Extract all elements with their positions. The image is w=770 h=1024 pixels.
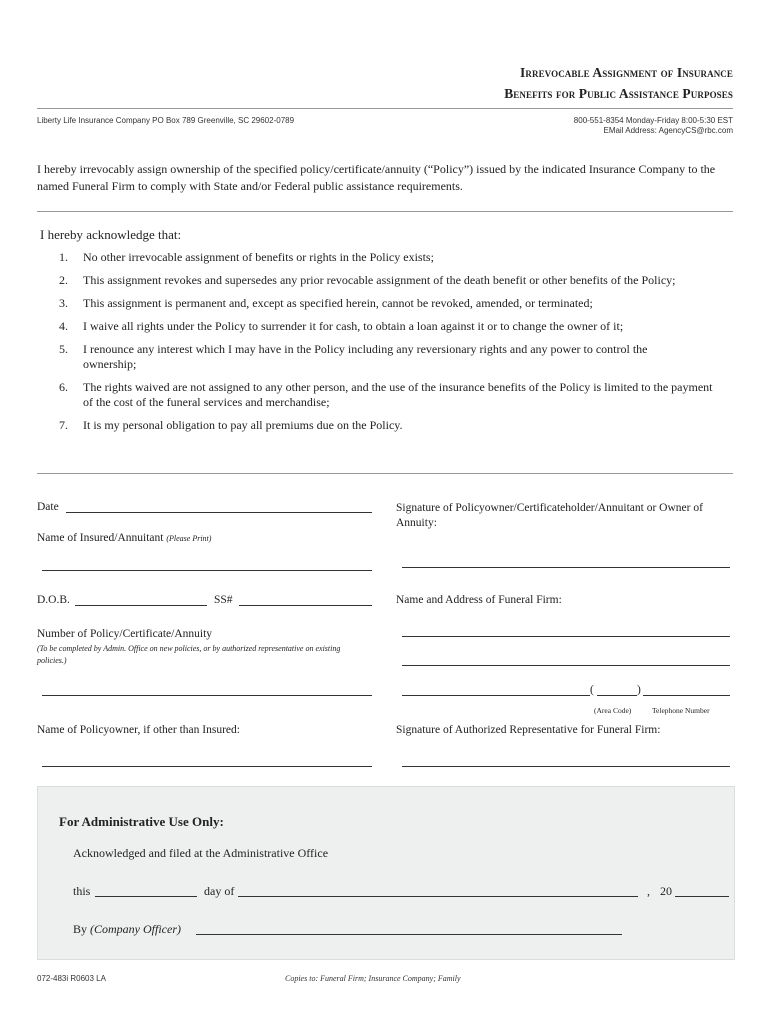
admin-section [37,786,735,960]
by-label: By (Company Officer) [73,922,181,936]
area-code-open-paren: ( [590,684,594,696]
print-hint: (Please Print) [166,534,212,543]
rep-signature-label: Signature of Authorized Representative for Funeral Firm: [396,724,661,736]
policy-number-input[interactable] [42,695,372,696]
assignment-statement: I hereby irrevocably assign ownership of the specified policy/certificate/annuity (“Policy”) issued by the indicated Insurance Company to the named Funeral Firm to comply with State and/or Federal public assistance requirements. [37,162,716,193]
funeral-firm-address-2-input[interactable] [402,695,590,696]
dob-input[interactable] [75,605,207,606]
this-label: this [73,884,91,898]
area-code-close-paren: ) [637,684,641,696]
policyowner-label: Name of Policyowner, if other than Insured: [37,724,240,736]
title-line-1: Irrevocable Assignment of Insurance [520,65,733,80]
funeral-firm-address-input[interactable] [402,665,730,666]
date-input[interactable] [66,512,372,513]
list-item: 1. No other irrevocable assignment of benefits or rights in the Policy exists; [59,250,434,264]
list-item: 6. The rights waived are not assigned to any other person, and the use of the insurance benefits of the Policy is limited to the payment of the cost of the funeral services and merchandise; [59,380,713,409]
list-item: 4. I waive all rights under the Policy to surrender it for cash, to obtain a loan against it or to change the owner of it; [59,319,624,333]
email-address: EMail Address: AgencyCS@rbc.com [603,126,733,135]
ss-input[interactable] [239,605,372,606]
policy-number-label: Number of Policy/Certificate/Annuity [37,628,213,640]
owner-signature-input[interactable] [402,567,730,568]
year-prefix: 20 [660,884,672,898]
telephone-input[interactable] [643,695,730,696]
dob-label: D.O.B. [37,594,70,606]
list-item: 2. This assignment revokes and supersedes any prior revocable assignment of the death benefit or other benefits of the Policy; [59,273,676,287]
funeral-firm-label: Name and Address of Funeral Firm: [396,594,562,606]
form-title [504,62,733,104]
funeral-firm-name-input[interactable] [402,636,730,637]
month-input[interactable] [238,896,638,897]
acknowledge-list [37,250,737,433]
company-address: Liberty Life Insurance Company PO Box 789 Greenville, SC 29602-0789 [37,116,295,125]
phone-hours: 800-551-8354 Monday-Friday 8:00-5:30 EST [573,116,733,125]
list-item: 5. I renounce any interest which I may have in the Policy including any reversionary rights and any power to control the ownership; [59,342,648,371]
form-number: 072-483i R0603 LA [37,974,106,983]
insured-name-label: Name of Insured/Annuitant (Please Print) [37,532,212,544]
area-code-input[interactable] [597,695,637,696]
acknowledge-heading: I hereby acknowledge that: [40,227,182,242]
date-label: Date [37,501,59,513]
admin-filed-text: Acknowledged and filed at the Administrative Office [73,846,329,860]
policy-number-hint: (To be completed by Admin. Office on new policies, or by authorized representative on existing policies.) [37,644,341,665]
day-number-input[interactable] [95,896,197,897]
comma-separator: , [647,884,650,898]
insured-name-input[interactable] [42,570,372,571]
contact-info [574,116,733,136]
day-of-label: day of [204,884,235,898]
list-item: 3. This assignment is permanent and, except as specified herein, cannot be revoked, amended, or terminated; [59,296,593,310]
ss-label: SS# [214,594,233,606]
officer-signature-input[interactable] [196,934,622,935]
company-officer-label: (Company Officer) [90,922,181,936]
owner-signature-label: Signature of Policyowner/Certificateholder/Annuitant or Owner of Annuity: [396,502,703,529]
year-input[interactable] [675,896,729,897]
intro-divider [37,211,733,212]
list-item: 7. It is my personal obligation to pay all premiums due on the Policy. [59,418,403,432]
list-divider [37,473,733,474]
header-divider [37,108,733,109]
title-line-2: Benefits for Public Assistance Purposes [504,86,733,101]
copies-distribution: Copies to: Funeral Firm; Insurance Company; Family [285,974,461,983]
admin-heading: For Administrative Use Only: [59,814,224,829]
telephone-label: Telephone Number [652,706,710,715]
rep-signature-input[interactable] [402,766,730,767]
area-code-label: (Area Code) [594,706,632,715]
policyowner-input[interactable] [42,766,372,767]
